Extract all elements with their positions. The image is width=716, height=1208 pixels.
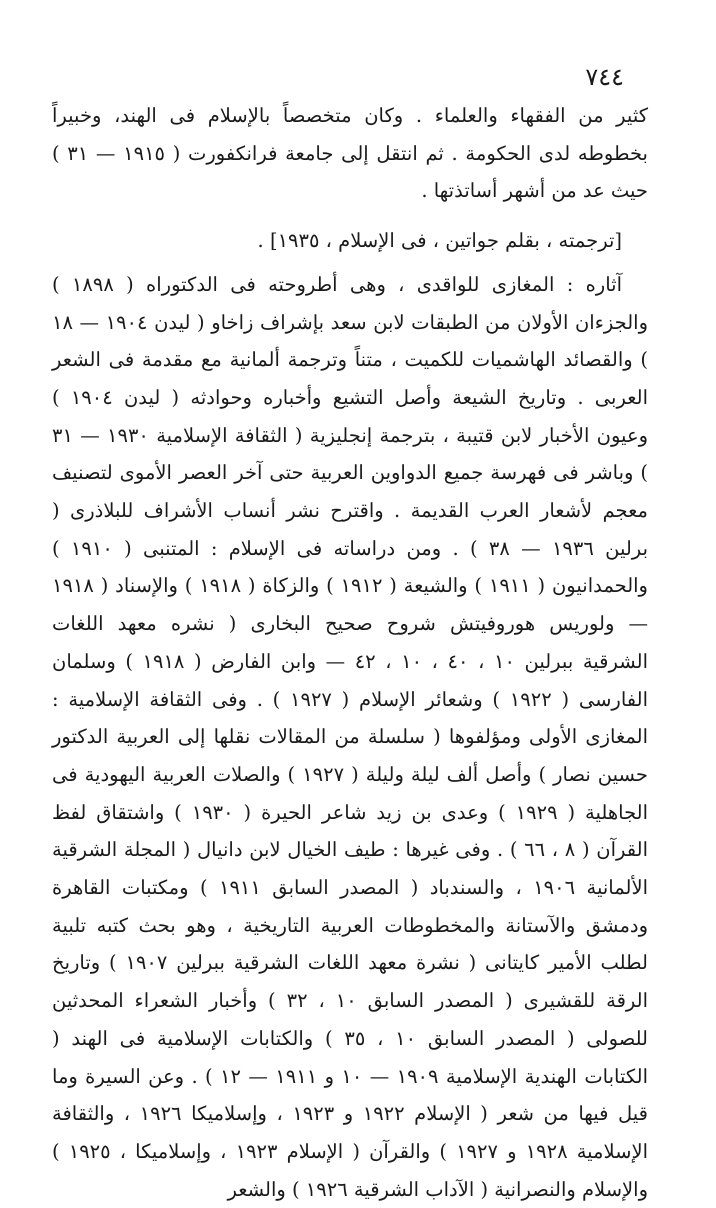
body-text [52, 97, 648, 1208]
page-number: ٧٤٤ [585, 63, 624, 91]
citation-paragraph: [ترجمته ، بقلم جواتين ، فى الإسلام ، ١٩٣٥] . [257, 229, 622, 253]
intro-paragraph: كثير من الفقهاء والعلماء . وكان متخصصاً بالإسلام فى الهند، وخبيراً بخطوطه لدى الحكومة . ثم انتقل إلى جامعة فرانكفورت ( ١٩١٥ — ٣١ ) حيث عد من أشهر أساتذتها . [52, 104, 648, 203]
works-paragraph: آثاره : المغازى للواقدى ، وهى أطروحته فى الدكتوراه ( ١٨٩٨ ) والجزءان الأولان من الطبقات لابن سعد بإشراف زاخاو ( ليدن ١٩٠٤ — ١٨ ) والقصائد الهاشميات للكميت ، متناً وترجمة ألمانية مع مقدمة فى الشعر العربى . وتاريخ الشيعة وأصل التشيع وأخباره وحوادثه ( ليدن ١٩٠٤ ) وعيون الأخبار لابن قتيبة ، بترجمة إنجليزية ( الثقافة الإسلامية ١٩٣٠ — ٣١ ) وباشر فى فهرسة جميع الدواوين العربية حتى آخر العصر الأموى لتصنيف معجم لأشعار العرب القديمة . واقترح نشر أنساب الأشراف للبلاذرى ( برلين ١٩٣٦ — ٣٨ ) . ومن دراساته فى الإسلام : المتنبى ( ١٩١٠ ) والحمدانيون ( ١٩١١ ) والشيعة ( ١٩١٢ ) والزكاة ( ١٩١٨ ) والإسناد ( ١٩١٨ — ولوريس هوروفيتش شروح صحيح البخارى ( نشره معهد اللغات الشرقية ببرلين ١٠ ، ٤٠ ، ١٠ ، ٤٢ — وابن الفارض ( ١٩١٨ ) وسلمان الفارسى ( ١٩٢٢ ) وشعائر الإسلام ( ١٩٢٧ ) . وفى الثقافة الإسلامية : المغازى الأولى ومؤلفوها ( سلسلة من المقالات نقلها إلى العربية الدكتور حسين نصار ) وأصل ألف ليلة وليلة ( ١٩٢٧ ) والصلات العربية اليهودية فى الجاهلية ( ١٩٢٩ ) وعدى بن زيد شاعر الحيرة ( ١٩٣٠ ) واشتقاق لفظ القرآن ( ٨ ، ٦٦ ) . وفى غيرها : طيف الخيال لابن دانيال ( المجلة الشرقية الألمانية ١٩٠٦ ، والسندباد ( المصدر السابق ١٩١١ ) ومكتبات القاهرة ودمشق والآستانة والمخطوطات العربية التاريخية ، وهو بحث كتبه تلبية لطلب الأمير كايتانى ( نشرة معهد اللغات الشرقية ببرلين ١٩٠٧ ) وتاريخ الرقة للقشيرى ( المصدر السابق ١٠ ، ٣٢ ) وأخبار الشعراء المحدثين للصولى ( المصدر السابق ١٠ ، ٣٥ ) والكتابات الإسلامية فى الهند ( الكتابات الهندية الإسلامية ١٩٠٩ — ١٠ و ١٩١١ — ١٢ ) . وعن السيرة وما قيل فيها من شعر ( الإسلام ١٩٢٢ و ١٩٢٣ ، وإسلاميكا ١٩٢٦ ، والثقافة الإسلامية ١٩٢٨ و ١٩٢٧ ) والقرآن ( الإسلام ١٩٢٣ ، وإسلاميكا ، ١٩٢٥ ) والإسلام والنصرانية ( الآداب الشرقية ١٩٢٦ ) والشعر [52, 272, 649, 1201]
